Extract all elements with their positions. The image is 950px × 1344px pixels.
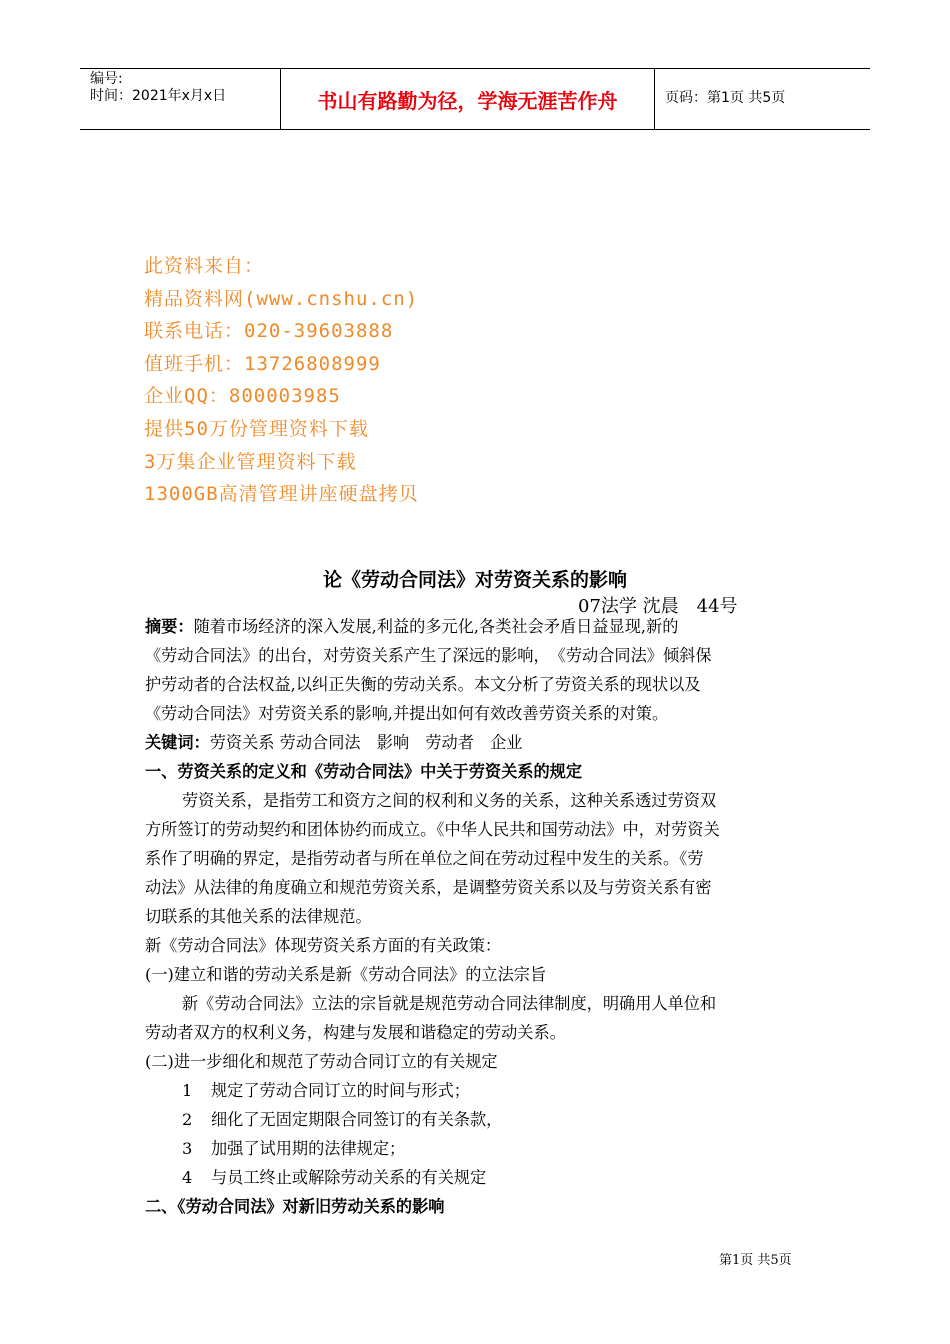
header-time-label: 时间：2021年x月x日 bbox=[90, 88, 227, 104]
ad-line: 联系电话：020-39603888 bbox=[144, 320, 394, 343]
list-item bbox=[145, 1105, 810, 1134]
header-motto: 书山有路勤为径，学海无涯苦作舟 bbox=[317, 88, 618, 113]
list-item-number: 1 bbox=[182, 1081, 193, 1100]
keywords-label: 关键词： bbox=[145, 733, 210, 752]
header-divider bbox=[654, 69, 655, 129]
paragraph-line: 方所签订的劳动契约和团体协约而成立。《中华人民共和国劳动法》中，对劳资关 bbox=[145, 820, 720, 839]
list-item-text: 加强了试用期的法律规定； bbox=[211, 1139, 406, 1158]
ad-line: 1300GB高清管理讲座硬盘拷贝 bbox=[144, 483, 419, 506]
ad-line: 提供50万份管理资料下载 bbox=[144, 417, 369, 440]
list-item bbox=[145, 1163, 810, 1192]
paragraph-line: 切联系的其他关系的法律规范。 bbox=[145, 907, 372, 926]
article-title: 论《劳动合同法》对劳资关系的影响 bbox=[322, 569, 627, 591]
abstract-line: 《劳动合同法》的出台，对劳资关系产生了深远的影响， 《劳动合同法》倾斜保 bbox=[145, 646, 712, 665]
list-item-number: 4 bbox=[182, 1168, 193, 1187]
header-number-label: 编号: bbox=[90, 71, 123, 87]
abstract-text: 随着市场经济的深入发展,利益的多元化,各类社会矛盾日益显现,新的 bbox=[193, 617, 679, 636]
abstract-label: 摘要： bbox=[145, 617, 194, 636]
paragraph-line: 动法》从法律的角度确立和规范劳资关系，是调整劳资关系以及与劳资关系有密 bbox=[145, 878, 712, 897]
keywords-line bbox=[145, 728, 810, 757]
list-item bbox=[145, 1134, 810, 1163]
document-header bbox=[80, 68, 870, 130]
list-item-number: 2 bbox=[182, 1110, 193, 1129]
section-heading: 一、劳资关系的定义和《劳动合同法》中关于劳资关系的规定 bbox=[145, 762, 583, 781]
ad-line: 值班手机：13726808999 bbox=[144, 352, 381, 375]
section-heading: 二、《劳动合同法》对新旧劳动关系的影响 bbox=[145, 1197, 445, 1216]
article-author: 07法学 沈晨 44号 bbox=[578, 596, 738, 617]
ad-line: 此资料来自： bbox=[144, 255, 265, 277]
article-body bbox=[145, 612, 810, 1221]
footer-page-info: 第1页 共5页 bbox=[719, 1253, 792, 1268]
abstract-line: 护劳动者的合法权益,以纠正失衡的劳动关系。本文分析了劳资关系的现状以及 bbox=[145, 675, 701, 694]
list-item-text: 规定了劳动合同订立的时间与形式； bbox=[211, 1081, 470, 1100]
list-item-text: 与员工终止或解除劳动关系的有关规定 bbox=[211, 1168, 487, 1187]
list-item bbox=[145, 1076, 810, 1105]
list-item-text: 细化了无固定期限合同签订的有关条款， bbox=[211, 1110, 503, 1129]
subsection-heading: (一)建立和谐的劳动关系是新《劳动合同法》的立法宗旨 bbox=[145, 965, 547, 984]
source-ad-block bbox=[144, 250, 419, 511]
policy-intro: 新《劳动合同法》体现劳资关系方面的有关政策： bbox=[145, 936, 502, 955]
list-item-number: 3 bbox=[182, 1139, 193, 1158]
ad-line: 企业QQ：800003985 bbox=[144, 385, 341, 408]
subsection-heading: (二)进一步细化和规范了劳动合同订立的有关规定 bbox=[145, 1052, 498, 1071]
paragraph-line: 新《劳动合同法》立法的宗旨就是规范劳动合同法律制度，明确用人单位和 bbox=[182, 994, 717, 1013]
header-page-info: 页码：第1页 共5页 bbox=[665, 90, 786, 106]
keywords-text: 劳资关系 劳动合同法 影响 劳动者 企业 bbox=[209, 733, 523, 752]
abstract-line bbox=[145, 612, 810, 641]
ad-line: 3万集企业管理资料下载 bbox=[144, 450, 357, 473]
ad-line: 精品资料网(www.cnshu.cn) bbox=[144, 287, 419, 310]
paragraph-line: 劳资关系，是指劳工和资方之间的权利和义务的关系，这种关系透过劳资双 bbox=[182, 791, 717, 810]
paragraph-line: 系作了明确的界定，是指劳动者与所在单位之间在劳动过程中发生的关系。《劳 bbox=[145, 849, 704, 868]
paragraph-line: 劳动者双方的权利义务，构建与发展和谐稳定的劳动关系。 bbox=[145, 1023, 566, 1042]
header-meta bbox=[80, 69, 280, 129]
abstract-line: 《劳动合同法》对劳资关系的影响,并提出如何有效改善劳资关系的对策。 bbox=[145, 704, 669, 723]
